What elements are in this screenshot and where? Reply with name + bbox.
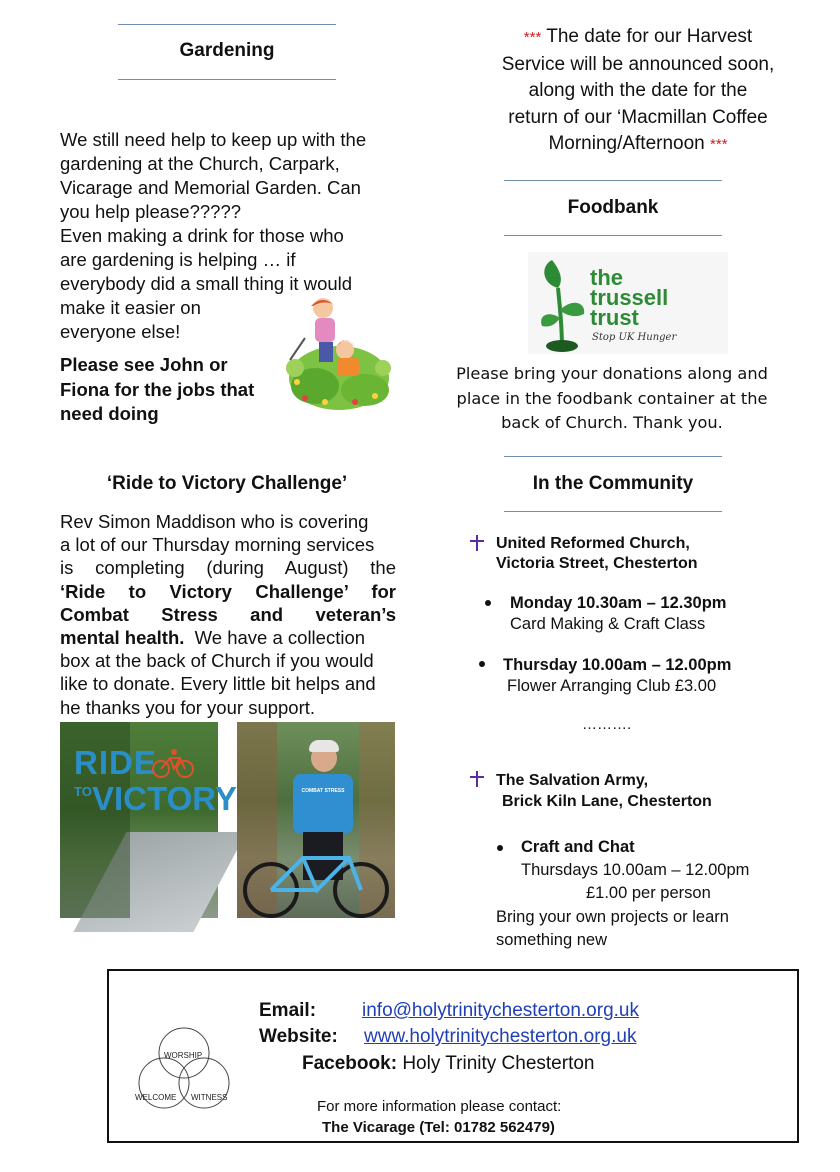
ride-paragraph (60, 510, 396, 719)
bullet-icon (497, 845, 503, 851)
logo-the: the (590, 265, 623, 290)
gardening-bottom-rule (118, 79, 336, 80)
ride-line: is completing (during August) the (60, 557, 396, 579)
gardening-line: Vicarage and Memorial Garden. Can (60, 177, 361, 198)
vicarage-contact: The Vicarage (Tel: 01782 562479) (322, 1119, 555, 1136)
ride-to-victory-photo (60, 722, 237, 918)
sprout-icon (538, 258, 588, 352)
harvest-star-left: *** (523, 29, 542, 46)
ride-logo-text-1: RIDE (74, 744, 157, 781)
gardening-line: you help please????? (60, 201, 242, 222)
foodbank-text: Please bring your donations along and place in the foodbank container at the back of Church. Thank you. (456, 364, 768, 432)
trussell-trust-logo (528, 252, 728, 354)
jersey-text: COMBAT STRESS (301, 788, 345, 794)
cyclist-photo (237, 722, 395, 918)
foodbank-top-rule (504, 180, 722, 181)
community-title: In the Community (532, 473, 694, 494)
gardening-title: Gardening (179, 40, 275, 61)
ride-logo-text-3: VICTORY (92, 780, 237, 817)
more-info-line: For more information please contact: (317, 1098, 562, 1115)
gardening-line: everybody did a small thing it would (60, 273, 353, 294)
bike-icon (152, 748, 194, 778)
salvation-army-name: The Salvation Army, Brick Kiln Lane, Chesterton (496, 772, 712, 810)
cross-bullet-icon (470, 771, 484, 787)
email-label: Email: (259, 1000, 317, 1021)
gardening-line: everyone else! (60, 321, 181, 342)
logo-worship: WORSHIP (164, 1051, 203, 1060)
ride-line: box at the back of Church if you would (60, 650, 374, 672)
harvest-notice: *** The date for our Harvest Service will be announced soon, along with the date for the return of our ‘Macmillan Coffee Morning/Afternoon *** (501, 26, 775, 154)
gardening-line: We still need help to keep up with the (60, 129, 367, 150)
harvest-star-right: *** (710, 136, 728, 153)
email-link[interactable]: info@holytrinitychesterton.org.uk (362, 1000, 639, 1021)
foodbank-title: Foodbank (567, 197, 659, 218)
logo-welcome: WELCOME (135, 1093, 177, 1102)
gardening-line: make it easier on (60, 297, 201, 318)
gardening-top-rule (118, 24, 336, 25)
foodbank-bottom-rule (504, 235, 722, 236)
urc-item-monday: Monday 10.30am – 12.30pm Card Making & Craft Class (510, 594, 727, 633)
craft-chat-price: £1.00 per person (586, 884, 711, 902)
craft-chat-title: Craft and Chat (521, 838, 635, 856)
craft-chat-time: Thursdays 10.00am – 12.00pm (521, 861, 750, 879)
community-top-rule (504, 456, 722, 457)
ride-line-mixed: mental health. We have a collection (60, 627, 366, 649)
gardening-clipart (285, 298, 393, 413)
craft-chat-extra: Bring your own projects or learn something new (496, 908, 729, 949)
website-link[interactable]: www.holytrinitychesterton.org.uk (364, 1026, 637, 1047)
gardening-contact-note: Please see John or Fiona for the jobs that need doing (60, 354, 255, 424)
logo-trust: trust (590, 305, 639, 330)
website-label: Website: (259, 1026, 338, 1047)
ride-line-bold: Combat Stress and veteran’s (60, 603, 396, 625)
ride-line: Rev Simon Maddison who is covering (60, 511, 369, 532)
ride-line: he thanks you for your support. (60, 696, 316, 718)
ride-title: ‘Ride to Victory Challenge’ (106, 473, 348, 494)
gardening-line: are gardening is helping … if (60, 249, 296, 270)
community-bottom-rule (504, 511, 722, 512)
bullet-icon (485, 600, 491, 606)
ride-line: like to donate. Every little bit helps and (60, 673, 376, 695)
urc-name: United Reformed Church, Victoria Street, Chesterton (496, 535, 698, 572)
section-divider-dots: ………. (582, 716, 632, 733)
logo-trussell: trussell (590, 285, 669, 310)
gardening-line: gardening at the Church, Carpark, (60, 153, 340, 174)
urc-item-thursday: Thursday 10.00am – 12.00pm Flower Arranging Club £3.00 (503, 656, 732, 695)
logo-witness: WITNESS (191, 1093, 228, 1102)
facebook-line: Facebook: Holy Trinity Chesterton (302, 1053, 595, 1074)
ride-line-bold: ‘Ride to Victory Challenge’ for (60, 580, 396, 602)
gardening-line: Even making a drink for those who (60, 225, 344, 246)
ride-logo-text-2: TO (74, 784, 92, 799)
contact-footer (107, 969, 799, 1143)
ride-line: a lot of our Thursday morning services (60, 534, 375, 556)
bullet-icon (479, 661, 485, 667)
logo-tagline: Stop UK Hunger (592, 332, 677, 343)
bicycle-icon (237, 840, 395, 918)
cross-bullet-icon (470, 535, 484, 551)
